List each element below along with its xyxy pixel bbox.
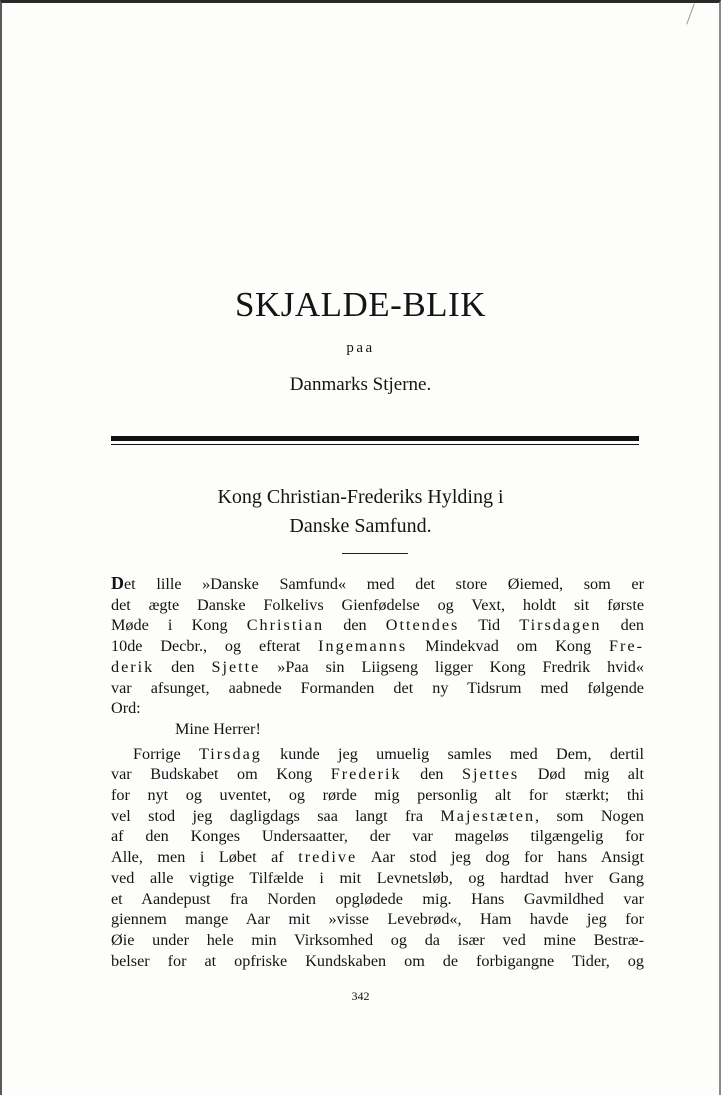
text-line: ved alle vigtige Tilfælde i mit Levnetsløb, og hardtad hver Gang <box>111 868 644 887</box>
section-title-line-1: Kong Christian-Frederiks Hylding i <box>217 486 504 508</box>
text-line: det ægte Danske Folkelivs Gienfødelse og Vext, holdt sit første <box>111 595 644 614</box>
text-line: Forrige Tirsdag kunde jeg umuelig samles med Dem, dertil <box>133 744 644 763</box>
text-line: for nyt og uventet, og rørde mig personlig alt for stærkt; thi <box>111 786 644 805</box>
text-line: Ord: <box>111 699 141 718</box>
text-line: Møde i Kong Christian den Ottendes Tid Tirsdagen den <box>111 616 645 635</box>
section-title-line-2: Danske Samfund. <box>289 515 432 537</box>
page-number: 342 <box>351 989 370 1003</box>
section-divider <box>342 553 408 554</box>
page-title: SKJALDE-BLIK <box>235 285 486 324</box>
salutation: Mine Herrer! <box>175 719 261 738</box>
text-line: belser for at opfriske Kundskaben om de forbigangne Tider, og <box>111 951 644 970</box>
text-line: 10de Decbr., og efterat Ingemanns Mindekvad om Kong Fre- <box>111 637 644 656</box>
text-line: Øie under hele min Virksomhed og da især ved mine Bestræ- <box>111 930 644 949</box>
drop-cap: D <box>111 573 124 593</box>
title-connector: paa <box>346 340 375 356</box>
text-line: vel stod jeg dagligdags saa langt fra Majestæten, som Nogen <box>111 806 645 825</box>
text-line: Alle, men i Løbet af tredive Aar stod jeg dog for hans Ansigt <box>111 848 644 867</box>
section-title <box>2 483 719 541</box>
text-line: af den Konges Undersaatter, der var mageløs tilgængelig for <box>111 827 644 846</box>
text-line: giennem mange Aar mit »visse Levebrød«, Ham havde jeg for <box>111 910 644 929</box>
page-subtitle: Danmarks Stjerne. <box>289 374 432 395</box>
text-line: Det lille »Danske Samfund« med det store Øiemed, som er <box>111 573 644 593</box>
divider-thin <box>111 444 639 445</box>
text-line: derik den Sjette »Paa sin Liigseng ligger Kong Fredrik hvid« <box>111 657 644 676</box>
text-line: var Budskabet om Kong Frederik den Sjettes Død mig alt <box>111 765 644 784</box>
page-corner-mark <box>686 3 694 24</box>
text-line: et Aandepust fra Norden opglødede mig. Hans Gavmildhed var <box>111 889 644 908</box>
body-text <box>111 573 644 971</box>
text-line: var afsunget, aabnede Formanden det ny Tidsrum med følgende <box>111 678 644 697</box>
divider-thick <box>111 436 639 441</box>
